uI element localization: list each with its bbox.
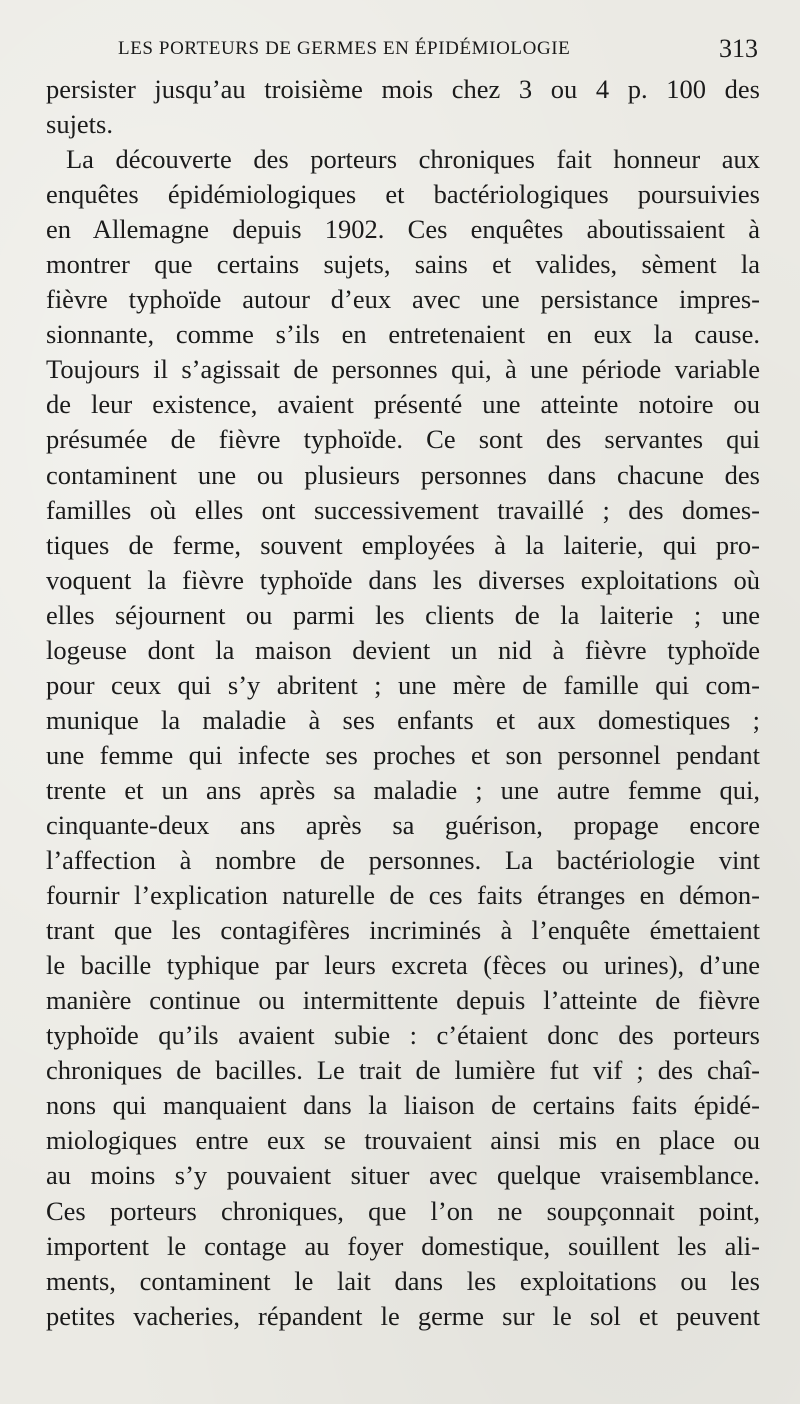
running-title: LES PORTEURS DE GERMES EN ÉPIDÉMIOLOGIE <box>118 38 571 59</box>
text-line: de leur existence, avaient présenté une atteinte notoire ou <box>46 389 760 420</box>
text-line: tiques de ferme, souvent employées à la laiterie, qui pro- <box>46 529 760 560</box>
text-line: l’affection à nombre de personnes. La bactériologie vint <box>46 845 760 876</box>
text-line: trant que les contagifères incriminés à l’enquête émettaient <box>46 915 760 946</box>
text-line: une femme qui infecte ses proches et son personnel pendant <box>46 739 760 770</box>
text-line: voquent la fièvre typhoïde dans les diverses exploitations où <box>46 564 760 595</box>
text-line: typhoïde qu’ils avaient subie : c’étaient donc des porteurs <box>46 1020 760 1051</box>
text-line: fournir l’explication naturelle de ces faits étranges en démon- <box>46 880 760 911</box>
text-line: persister jusqu’au troisième mois chez 3 ou 4 p. 100 des <box>46 74 760 104</box>
body-text <box>46 72 760 1334</box>
text-line: La découverte des porteurs chroniques fait honneur aux <box>66 144 760 175</box>
text-line: présumée de fièvre typhoïde. Ce sont des servantes qui <box>46 424 760 455</box>
running-head <box>118 34 758 64</box>
text-line: manière continue ou intermittente depuis l’atteinte de fièvre <box>46 985 760 1016</box>
text-line: munique la maladie à ses enfants et aux domestiques ; <box>46 704 760 735</box>
text-line: sionnante, comme s’ils en entretenaient en eux la cause. <box>46 319 760 350</box>
text-line: enquêtes épidémiologiques et bactériologiques poursuivies <box>46 179 760 210</box>
text-line: contaminent une ou plusieurs personnes dans chacune des <box>46 459 760 490</box>
text-line: Toujours il s’agissait de personnes qui, à une période variable <box>46 354 760 385</box>
text-line: miologiques entre eux se trouvaient ainsi mis en place ou <box>46 1125 760 1156</box>
text-line: pour ceux qui s’y abritent ; une mère de famille qui com- <box>46 669 760 700</box>
text-line: familles où elles ont successivement travaillé ; des domes- <box>46 494 760 525</box>
text-line: cinquante-deux ans après sa guérison, propage encore <box>46 809 760 840</box>
text-line: trente et un ans après sa maladie ; une autre femme qui, <box>46 774 760 805</box>
text-line: en Allemagne depuis 1902. Ces enquêtes aboutissaient à <box>46 214 760 245</box>
text-line: elles séjournent ou parmi les clients de la laiterie ; une <box>46 599 760 630</box>
text-line: petites vacheries, répandent le germe sur le sol et peuvent <box>46 1300 760 1331</box>
text-line: le bacille typhique par leurs excreta (fèces ou urines), d’une <box>46 950 760 981</box>
text-line: au moins s’y pouvaient situer avec quelque vraisemblance. <box>46 1160 760 1191</box>
text-line: ments, contaminent le lait dans les exploitations ou les <box>46 1265 760 1296</box>
text-line: fièvre typhoïde autour d’eux avec une persistance impres- <box>46 284 760 315</box>
text-line: chroniques de bacilles. Le trait de lumière fut vif ; des chaî- <box>46 1055 760 1086</box>
page-number: 313 <box>719 34 758 63</box>
text-line: nons qui manquaient dans la liaison de certains faits épidé- <box>46 1090 760 1121</box>
text-line: montrer que certains sujets, sains et valides, sèment la <box>46 249 760 280</box>
text-line: sujets. <box>46 109 113 140</box>
text-line: importent le contage au foyer domestique, souillent les ali- <box>46 1230 760 1261</box>
text-line: Ces porteurs chroniques, que l’on ne soupçonnait point, <box>46 1195 760 1226</box>
text-line: logeuse dont la maison devient un nid à fièvre typhoïde <box>46 634 760 665</box>
